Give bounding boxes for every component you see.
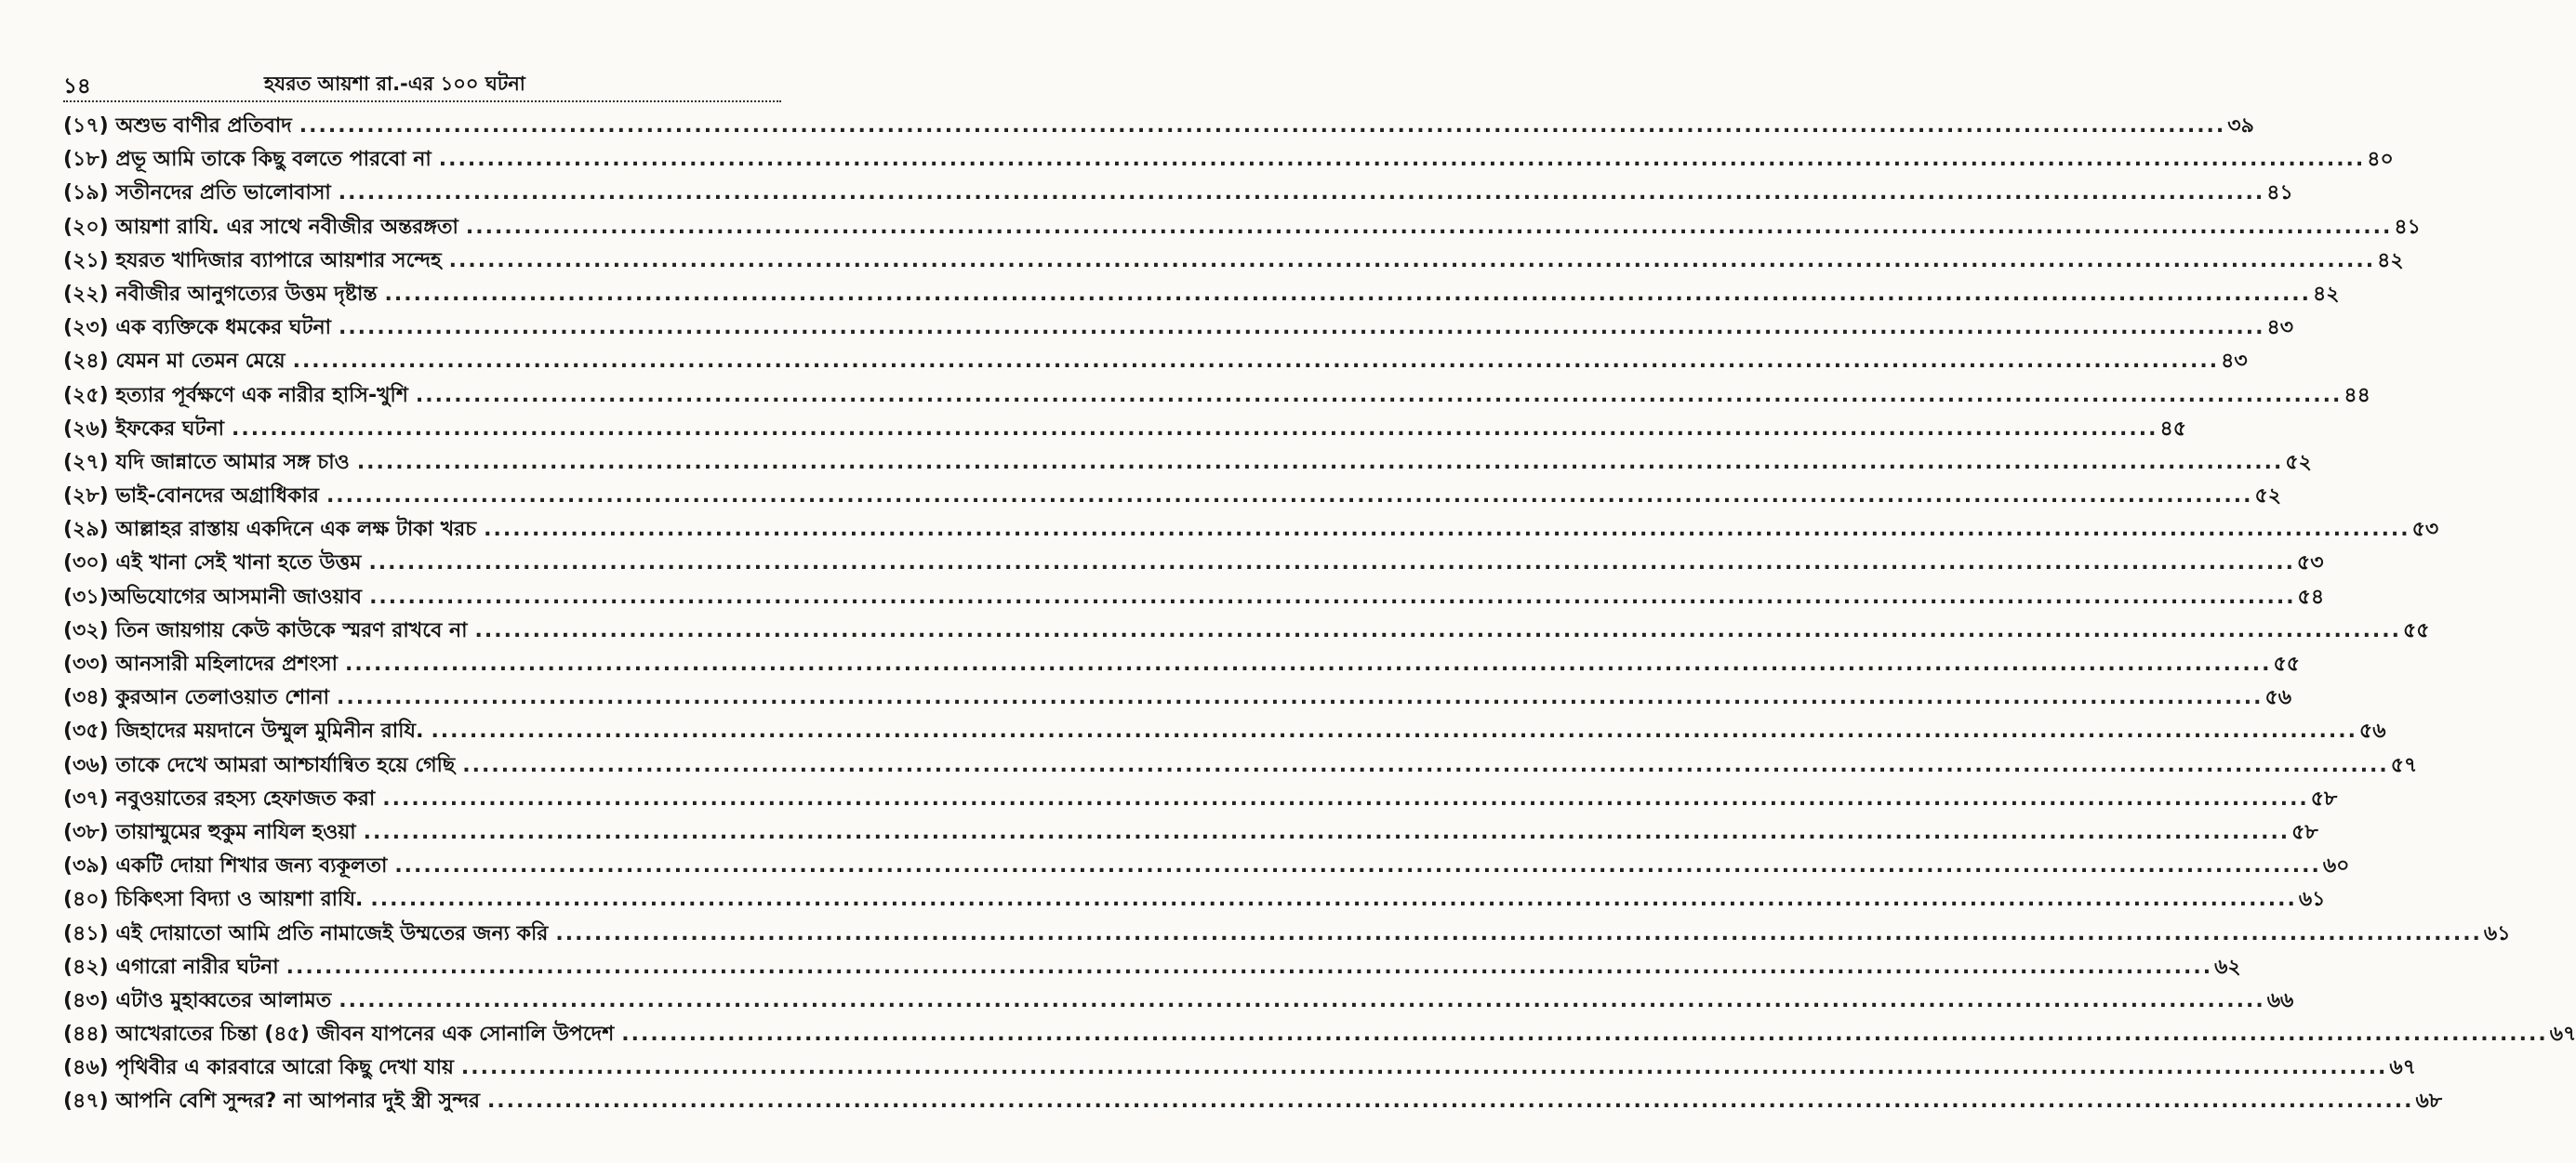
dot-leader: ........................................................................................................................................................................................................	[448, 248, 2376, 272]
dot-leader: ........................................................................................................................................................................................................	[486, 1090, 2414, 1114]
toc-entry-title: (৩৫) জিহাদের ময়দানে উম্মুল মুমিনীন রাযি.	[63, 720, 424, 744]
toc-entry-title: (২১) হযরত খাদিজার ব্যাপারে আয়শার সন্দেহ	[63, 248, 442, 272]
toc-entry	[63, 850, 2350, 883]
toc-entry-page: ৬৭	[2389, 1056, 2417, 1080]
toc-entry	[63, 581, 2325, 615]
toc-entry-title: (৩৮) তায়াম্মুমের হুকুম নাযিল হওয়া	[63, 820, 356, 844]
toc-entry	[63, 278, 2340, 311]
page-header	[63, 67, 781, 102]
toc-entry-page: ৫৪	[2297, 585, 2325, 609]
toc-entry-title: (৪০) চিকিৎসা বিদ্যা ও আয়শা রাযি.	[63, 888, 364, 912]
toc-entry-page: ৬৮	[2415, 1090, 2443, 1114]
dot-leader: ........................................................................................................................................................................................................	[356, 450, 2284, 474]
dot-leader: ........................................................................................................................................................................................................	[415, 383, 2343, 407]
toc-entry	[63, 985, 2294, 1018]
toc-entry	[63, 883, 2326, 917]
toc-entry-title: (১৯) সতীনদের প্রতি ভালোবাসা	[63, 181, 331, 205]
dot-leader: ........................................................................................................................................................................................................	[285, 955, 2213, 979]
toc-entry	[63, 480, 2282, 513]
toc-entry	[63, 311, 2294, 345]
toc-entry-page: ৩৯	[2227, 114, 2254, 138]
toc-entry	[63, 918, 2511, 951]
dot-leader: ........................................................................................................................................................................................................	[394, 854, 2321, 879]
toc-entry-page: ৬০	[2322, 854, 2350, 879]
dot-leader: ........................................................................................................................................................................................................	[555, 921, 2482, 945]
toc-entry-title: (৪৬) পৃথিবীর এ কারবারে আরো কিছু দেখা যায়	[63, 1056, 454, 1080]
toc-entry-title: (৩৯) একটি দোয়া শিখার জন্য ব্যকূলতা	[63, 854, 388, 879]
toc-entry-page: ৫৩	[2296, 551, 2324, 575]
dot-leader: ........................................................................................................................................................................................................	[338, 316, 2265, 340]
toc-entry-title: (৪৭) আপনি বেশি সুন্দর? না আপনার দুই স্ত্রী সুন্দর	[63, 1090, 480, 1114]
toc-entry	[63, 379, 2370, 413]
toc-entry-title: (৪২) এগারো নারীর ঘটনা	[63, 955, 279, 979]
toc-entry-title: (১৭) অশুভ বাণীর প্রতিবাদ	[63, 114, 292, 138]
toc-entry-page: ৪৪	[2344, 383, 2370, 407]
toc-entry-page: ৫৮	[2291, 820, 2318, 844]
toc-entry-page: ৬৭	[2549, 1023, 2576, 1047]
dot-leader: ........................................................................................................................................................................................................	[382, 786, 2309, 811]
dot-leader: ........................................................................................................................................................................................................	[338, 181, 2265, 205]
dot-leader: ........................................................................................................................................................................................................	[344, 653, 2272, 676]
toc-entry-title: (৩৭) নবুওয়াতের রহস্য হেফাজত করা	[63, 786, 376, 811]
dot-leader: ........................................................................................................................................................................................................	[384, 282, 2312, 306]
dot-leader: ........................................................................................................................................................................................................	[363, 820, 2291, 844]
toc-entry-page: ৬৬	[2266, 988, 2294, 1012]
toc-entry-title: (২৪) যেমন মা তেমন মেয়ে	[63, 350, 285, 374]
toc-entry-page: ৪৫	[2159, 416, 2187, 441]
toc-entry-page: ৪০	[2367, 148, 2394, 172]
toc-entry	[63, 715, 2386, 748]
dot-leader: ........................................................................................................................................................................................................	[369, 585, 2296, 609]
toc-entry-title: (৩০) এই খানা সেই খানা হতে উত্তম	[63, 551, 362, 575]
toc-entry-title: (৪১) এই দোয়াতো আমি প্রতি নামাজেই উম্মতের জন্য করি	[63, 921, 549, 945]
toc-entry-page: ৫২	[2254, 484, 2282, 509]
toc-entry	[63, 547, 2324, 580]
toc-entry-page: ৪৩	[2266, 316, 2294, 340]
toc-entry-title: (২২) নবীজীর আনুগত্যের উত্তম দৃষ্টান্ত	[63, 282, 378, 306]
dot-leader: ........................................................................................................................................................................................................	[465, 215, 2393, 239]
toc-entry	[63, 749, 2418, 783]
toc-entry-title: (২৬) ইফকের ঘটনা	[63, 416, 224, 441]
toc-entry-title: (৩৪) কুরআন তেলাওয়াত শোনা	[63, 686, 330, 710]
dot-leader: ........................................................................................................................................................................................................	[325, 484, 2253, 509]
dot-leader: ........................................................................................................................................................................................................	[337, 686, 2264, 710]
toc-entry-title: (৩৬) তাকে দেখে আমরা আশ্চার্যান্বিত হয়ে গেছি	[63, 753, 456, 777]
toc-entry	[63, 513, 2439, 547]
toc-entry-page: ৫৭	[2390, 753, 2418, 777]
toc-entry	[63, 110, 2254, 143]
toc-entry	[63, 143, 2394, 177]
toc-entry-title: (৩২) তিন জায়গায় কেউ কাউকে স্মরণ রাখবে না	[63, 618, 468, 642]
toc-entry-title: (১৮) প্রভূ আমি তাকে কিছু বলতে পারবো না	[63, 148, 432, 172]
toc-entry-title: (৩৩) আনসারী মহিলাদের প্রশংসা	[63, 653, 338, 676]
dot-leader: ........................................................................................................................................................................................................	[462, 753, 2389, 777]
dot-leader: ........................................................................................................................................................................................................	[474, 618, 2401, 642]
toc-entry-page: ৫৩	[2411, 518, 2439, 542]
toc-entry-title: (২৯) আল্লাহর রাস্তায় একদিনে এক লক্ষ টাকা খরচ	[63, 518, 477, 542]
toc-entry-page: ৫৮	[2310, 786, 2338, 811]
dot-leader: ........................................................................................................................................................................................................	[231, 416, 2158, 441]
toc-entry-page: ৪৩	[2221, 350, 2248, 374]
toc-entry	[63, 951, 2241, 985]
dot-leader: ........................................................................................................................................................................................................	[621, 1023, 2548, 1047]
dot-leader: ........................................................................................................................................................................................................	[438, 148, 2366, 172]
toc-entry-page: ৪১	[2394, 215, 2421, 239]
toc-entry	[63, 345, 2248, 378]
table-of-contents	[63, 110, 2576, 1119]
toc-entry	[63, 648, 2301, 681]
toc-entry	[63, 816, 2318, 850]
dot-leader: ........................................................................................................................................................................................................	[460, 1056, 2388, 1080]
toc-entry-page: ৬১	[2298, 888, 2326, 912]
toc-entry-page: ৫৬	[2358, 720, 2386, 744]
dot-leader: ........................................................................................................................................................................................................	[299, 114, 2226, 138]
dot-leader: ........................................................................................................................................................................................................	[368, 551, 2295, 575]
toc-entry-title: (২০) আয়শা রাযি. এর সাথে নবীজীর অন্তরঙ্গতা	[63, 215, 458, 239]
dot-leader: ........................................................................................................................................................................................................	[370, 888, 2297, 912]
toc-entry	[63, 1085, 2443, 1118]
toc-entry	[63, 446, 2312, 480]
dot-leader: ........................................................................................................................................................................................................	[339, 988, 2265, 1012]
toc-entry-page: ৫৫	[2403, 618, 2430, 642]
toc-entry-title: (৪৩) এটাও মুহাব্বতের আলামত	[63, 988, 332, 1012]
toc-entry	[63, 413, 2187, 446]
page-number: ১৪	[63, 74, 91, 99]
toc-entry-title: (২৩) এক ব্যক্তিকে ধমকের ঘটনা	[63, 316, 331, 340]
dot-leader: ........................................................................................................................................................................................................	[484, 518, 2410, 542]
toc-entry-title: (২৮) ভাই-বোনদের অগ্রাধিকার	[63, 484, 319, 509]
toc-entry	[63, 615, 2430, 648]
toc-entry-page: ৪১	[2266, 181, 2293, 205]
toc-entry	[63, 211, 2421, 244]
toc-entry-page: ৫৫	[2273, 653, 2301, 676]
dot-leader: ........................................................................................................................................................................................................	[292, 350, 2220, 374]
toc-entry	[63, 1018, 2576, 1051]
toc-entry-page: ৬১	[2483, 921, 2511, 945]
toc-entry	[63, 681, 2292, 715]
toc-entry-title: (৪৪) আখেরাতের চিন্তা (৪৫) জীবন যাপনের এক সোনালি উপদেশ	[63, 1023, 615, 1047]
dot-leader: ........................................................................................................................................................................................................	[431, 720, 2357, 744]
toc-entry	[63, 783, 2338, 816]
toc-entry	[63, 1051, 2417, 1085]
running-title: হযরত আয়শা রা.-এর ১০০ ঘটনা	[264, 73, 525, 95]
toc-entry	[63, 177, 2293, 210]
toc-entry-title: (২৭) যদি জান্নাতে আমার সঙ্গ চাও	[63, 450, 350, 474]
toc-entry-page: ৪২	[2313, 282, 2340, 306]
toc-entry-page: ৬২	[2214, 955, 2241, 979]
toc-entry-page: ৪২	[2377, 248, 2404, 272]
toc-entry	[63, 244, 2404, 278]
toc-entry-title: (২৫) হত্যার পূর্বক্ষণে এক নারীর হাসি-খুশি	[63, 383, 408, 407]
toc-entry-page: ৫৬	[2264, 686, 2292, 710]
toc-entry-title: (৩১)অভিযোগের আসমানী জাওয়াব	[63, 585, 363, 609]
toc-entry-page: ৫২	[2285, 450, 2312, 474]
